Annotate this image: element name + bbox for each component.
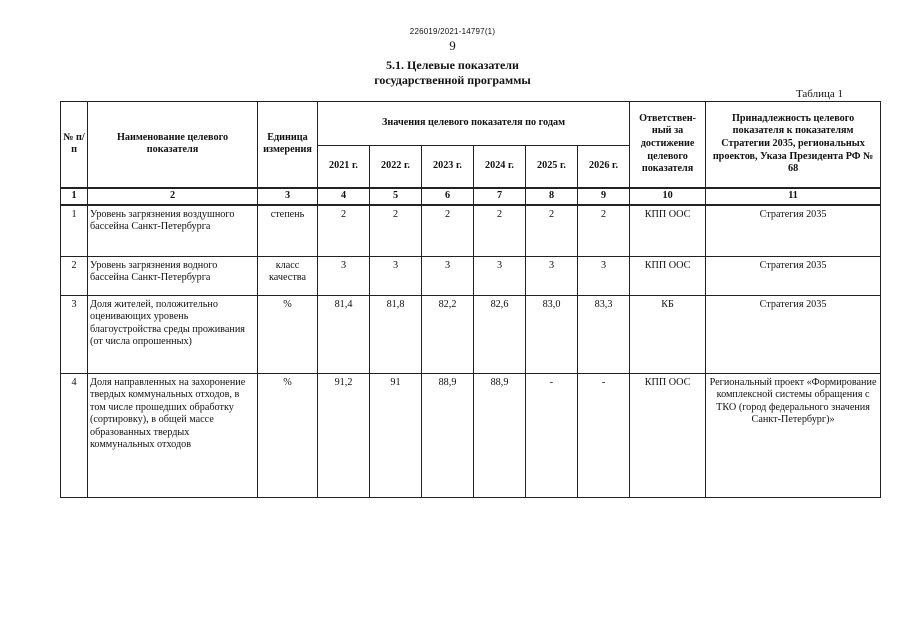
value-cell: 88,9 xyxy=(474,373,526,497)
header-year: 2021 г. xyxy=(318,146,370,188)
table-row xyxy=(61,256,881,295)
responsible-cell: КПП ООС xyxy=(630,256,706,295)
value-cell: 2 xyxy=(422,205,474,257)
column-number: 9 xyxy=(578,188,630,205)
document-number: 226019/2021-14797(1) xyxy=(409,27,496,36)
indicator-unit: % xyxy=(258,373,318,497)
column-number: 10 xyxy=(630,188,706,205)
indicator-unit: % xyxy=(258,295,318,373)
value-cell: - xyxy=(578,373,630,497)
value-cell: 2 xyxy=(578,205,630,257)
value-cell: 2 xyxy=(370,205,422,257)
column-number-row xyxy=(61,188,881,205)
value-cell: 91,2 xyxy=(318,373,370,497)
title-line-1: 5.1. Целевые показатели xyxy=(386,58,519,72)
row-number: 3 xyxy=(61,295,88,373)
value-cell: 2 xyxy=(526,205,578,257)
value-cell: 83,0 xyxy=(526,295,578,373)
header-unit: Единица измерения xyxy=(258,102,318,188)
value-cell: 3 xyxy=(422,256,474,295)
header-year: 2022 г. xyxy=(370,146,422,188)
belonging-cell: Стратегия 2035 xyxy=(706,205,881,257)
column-number: 11 xyxy=(706,188,881,205)
value-cell: 3 xyxy=(370,256,422,295)
value-cell: 91 xyxy=(370,373,422,497)
responsible-cell: КПП ООС xyxy=(630,373,706,497)
indicator-name: Доля направленных на захоронение твердых коммунальных отходов, в том числе прошедших обработку (сортировку), в общей массе образованных твердых коммунальных отходов xyxy=(88,373,258,497)
value-cell: 83,3 xyxy=(578,295,630,373)
indicator-unit: класс качества xyxy=(258,256,318,295)
column-number: 2 xyxy=(88,188,258,205)
title-line-2: государственной программы xyxy=(374,73,531,87)
header-num: № п/п xyxy=(61,102,88,188)
table-row xyxy=(61,295,881,373)
value-cell: 2 xyxy=(318,205,370,257)
value-cell: 3 xyxy=(318,256,370,295)
value-cell: - xyxy=(526,373,578,497)
responsible-cell: КПП ООС xyxy=(630,205,706,257)
table-caption: Таблица 1 xyxy=(795,88,843,100)
value-cell: 82,6 xyxy=(474,295,526,373)
column-number: 6 xyxy=(422,188,474,205)
header-values-group: Значения целевого показателя по годам xyxy=(318,102,630,146)
header-belonging: Принадлежность целевого показателя к показателям Стратегии 2035, региональных проектов, Указа Президента РФ № 68 xyxy=(706,102,881,188)
value-cell: 81,8 xyxy=(370,295,422,373)
belonging-cell: Стратегия 2035 xyxy=(706,256,881,295)
table-row xyxy=(61,205,881,257)
column-number: 7 xyxy=(474,188,526,205)
responsible-cell: КБ xyxy=(630,295,706,373)
value-cell: 3 xyxy=(578,256,630,295)
column-number: 5 xyxy=(370,188,422,205)
column-number: 4 xyxy=(318,188,370,205)
header-responsible: Ответствен-ный за достижение целевого показателя xyxy=(630,102,706,188)
table-row xyxy=(61,373,881,497)
header-year: 2024 г. xyxy=(474,146,526,188)
column-number: 8 xyxy=(526,188,578,205)
indicator-unit: степень xyxy=(258,205,318,257)
indicator-name: Уровень загрязнения воздушного бассейна Санкт-Петербурга xyxy=(88,205,258,257)
section-title xyxy=(0,58,905,88)
row-number: 1 xyxy=(61,205,88,257)
value-cell: 2 xyxy=(474,205,526,257)
row-number: 4 xyxy=(61,373,88,497)
page-number: 9 xyxy=(449,38,456,53)
header-year: 2023 г. xyxy=(422,146,474,188)
value-cell: 82,2 xyxy=(422,295,474,373)
header-year: 2026 г. xyxy=(578,146,630,188)
value-cell: 3 xyxy=(526,256,578,295)
belonging-cell: Стратегия 2035 xyxy=(706,295,881,373)
indicator-name: Доля жителей, положительно оценивающих уровень благоустройства среды проживания (от числа опрошенных) xyxy=(88,295,258,373)
column-number: 3 xyxy=(258,188,318,205)
value-cell: 88,9 xyxy=(422,373,474,497)
belonging-cell: Региональный проект «Формирование комплексной системы обращения с ТКО (город федерального значения Санкт-Петербург)» xyxy=(706,373,881,497)
header-name: Наименование целевого показателя xyxy=(88,102,258,188)
column-number: 1 xyxy=(61,188,88,205)
header-year: 2025 г. xyxy=(526,146,578,188)
value-cell: 81,4 xyxy=(318,295,370,373)
row-number: 2 xyxy=(61,256,88,295)
target-indicators-table xyxy=(60,101,881,498)
indicator-name: Уровень загрязнения водного бассейна Санкт-Петербурга xyxy=(88,256,258,295)
value-cell: 3 xyxy=(474,256,526,295)
